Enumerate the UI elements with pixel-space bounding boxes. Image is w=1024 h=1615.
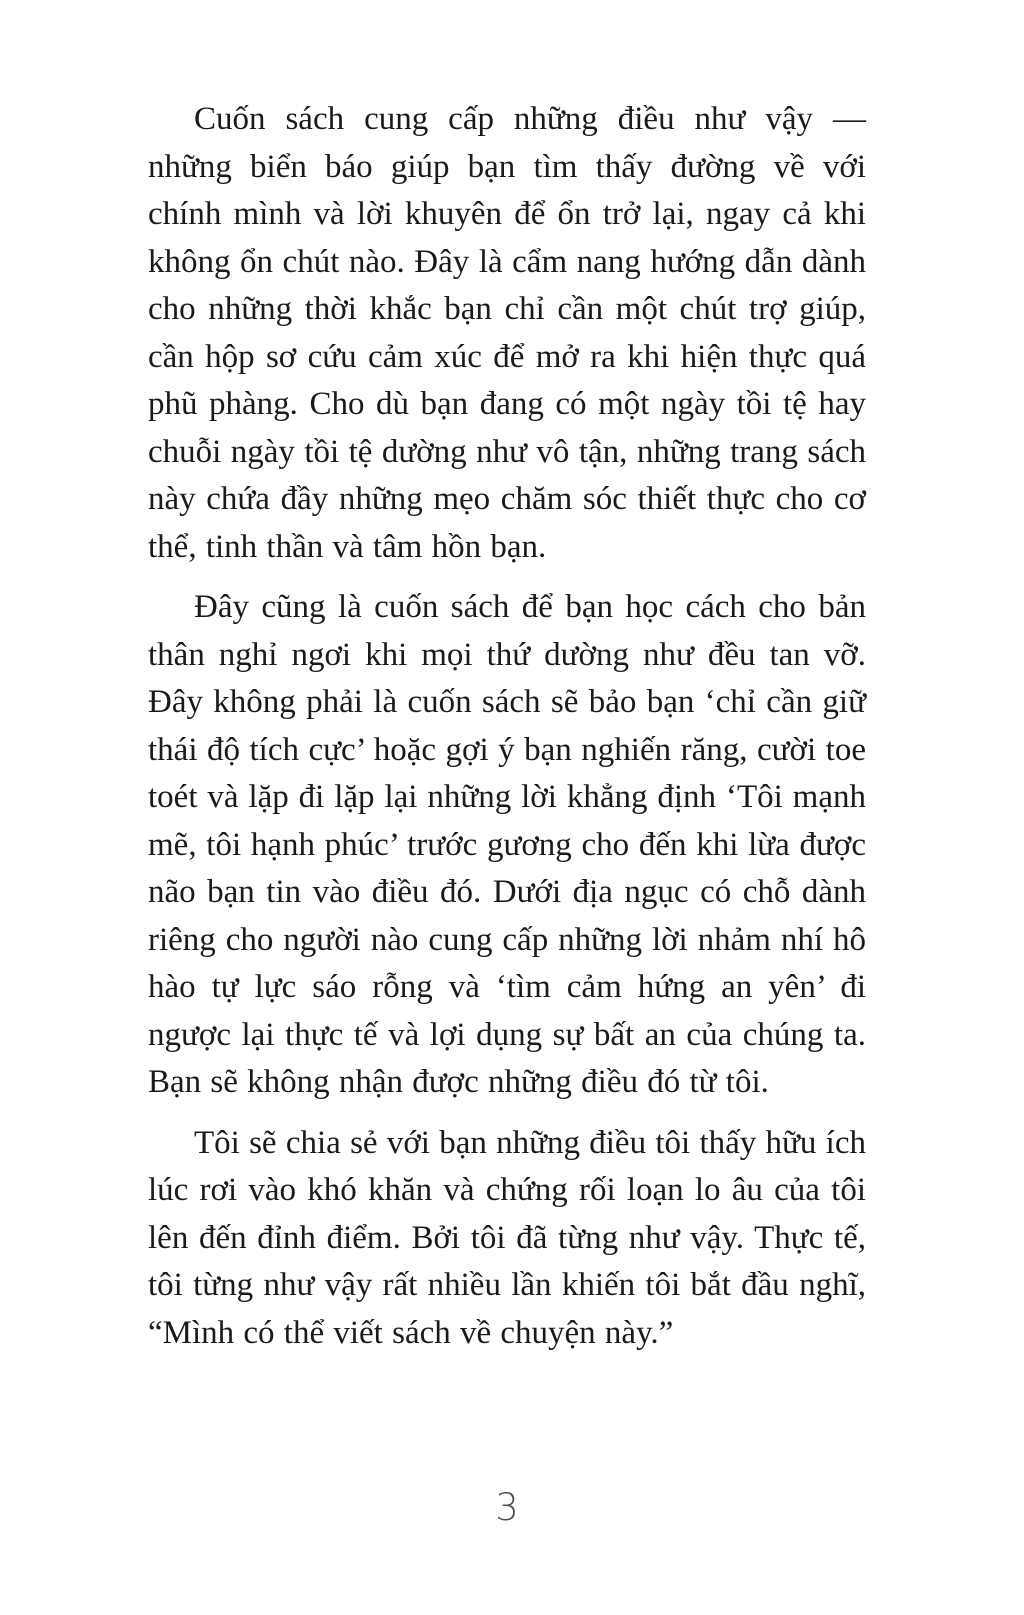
page-number: 3 xyxy=(495,1486,519,1529)
paragraph-3: Tôi sẽ chia sẻ với bạn những điều tôi thấy hữu ích lúc rơi vào khó khăn và chứng rối loạn lo âu của tôi lên đến đỉnh điểm. Bởi tôi đã từng như vậy. Thực tế, tôi từng như vậy rất nhiều lần khiến tôi bắt đầu nghĩ, “Mình có thể viết sách về chuyện này.” xyxy=(148,1124,866,1351)
paragraph-1: Cuốn sách cung cấp những điều như vậy — những biển báo giúp bạn tìm thấy đường về với chính mình và lời khuyên để ổn trở lại, ngay cả khi không ổn chút nào. Đây là cẩm nang hướng dẫn dành cho những thời khắc bạn chỉ cần một chút trợ giúp, cần hộp sơ cứu cảm xúc để mở ra khi hiện thực quá phũ phàng. Cho dù bạn đang có một ngày tồi tệ hay chuỗi ngày tồi tệ dường như vô tận, những trang sách này chứa đầy những mẹo chăm sóc thiết thực cho cơ thể, tinh thần và tâm hồn bạn. xyxy=(148,101,866,565)
body-text xyxy=(148,96,866,1370)
paragraph-2: Đây cũng là cuốn sách để bạn học cách cho bản thân nghỉ ngơi khi mọi thứ dường như đều tan vỡ. Đây không phải là cuốn sách sẽ bảo bạn ‘chỉ cần giữ thái độ tích cực’ hoặc gợi ý bạn nghiến răng, cười toe toét và lặp đi lặp lại những lời khẳng định ‘Tôi mạnh mẽ, tôi hạnh phúc’ trước gương cho đến khi lừa được não bạn tin vào điều đó. Dưới địa ngục có chỗ dành riêng cho người nào cung cấp những lời nhảm nhí hô hào tự lực sáo rỗng và ‘tìm cảm hứng an yên’ đi ngược lại thực tế và lợi dụng sự bất an của chúng ta. Bạn sẽ không nhận được những điều đó từ tôi. xyxy=(148,589,866,1100)
